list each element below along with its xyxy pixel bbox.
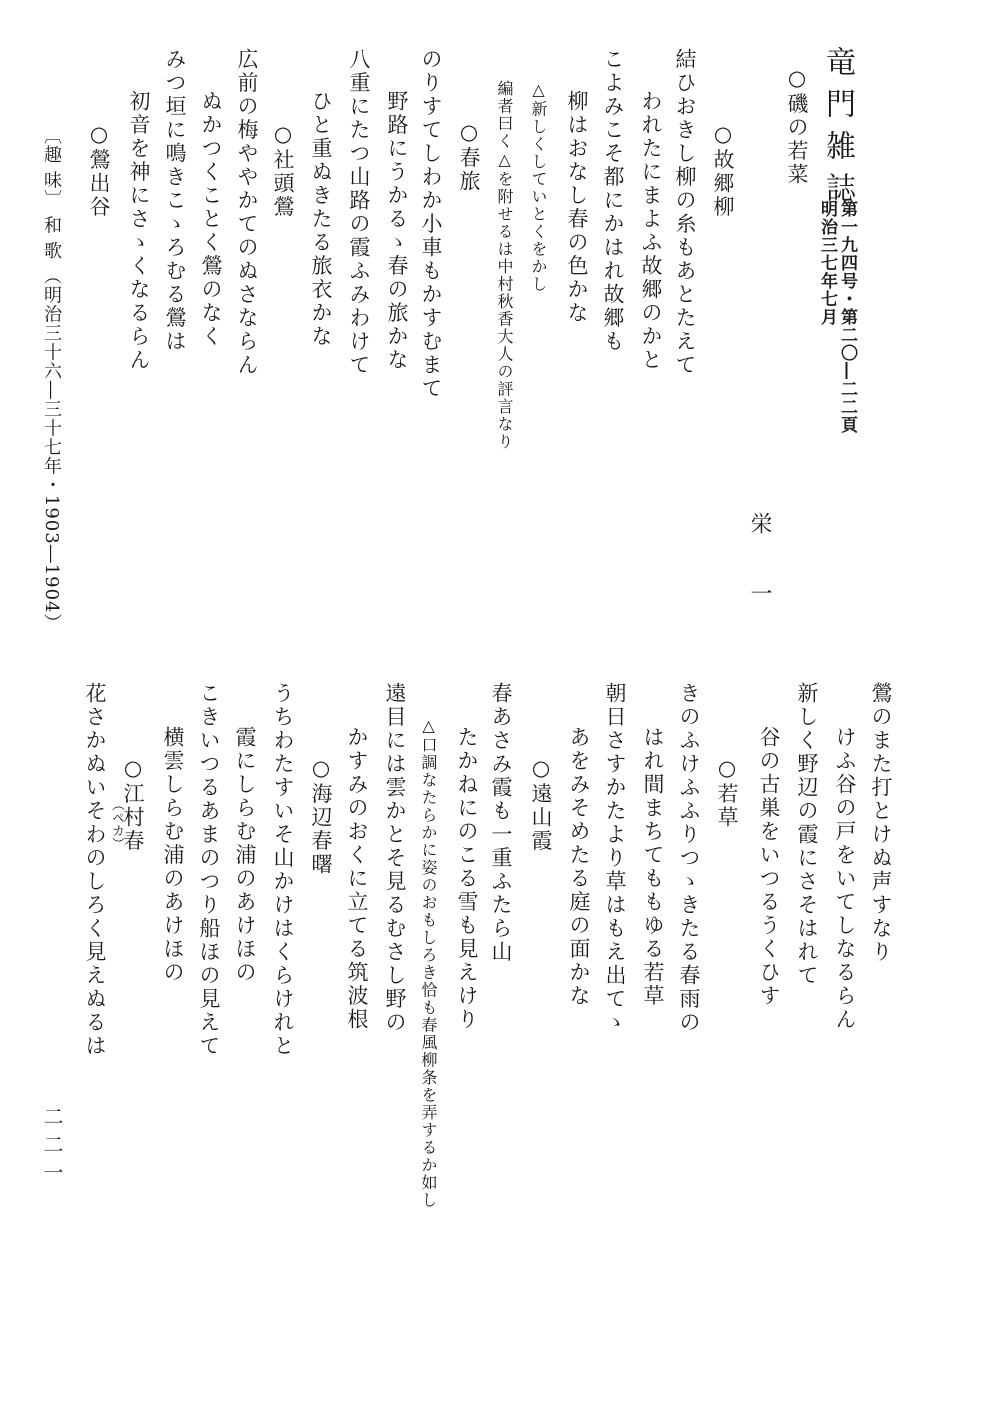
poem-topic: ○故郷柳 — [711, 122, 735, 219]
author-name: 栄一 — [747, 512, 772, 652]
editor-comment: △新しくしていとくをかし — [529, 80, 548, 293]
poem-topic: ○社頭鶯 — [271, 122, 295, 219]
poem-line: かすみのおくに立てる筑波根 — [345, 726, 369, 1032]
poem-line: 新しく野辺の霞にさそはれて — [795, 682, 819, 988]
poem-line: みつ垣に鳴きこゝろむる鶯は — [163, 48, 187, 354]
poem-line: 横雲しらむ浦のあけほの — [161, 726, 185, 985]
poem-line: 春あさみ霞も一重ふたら山 — [489, 682, 513, 964]
poem-line: 花さかぬいそわのしろく見えぬるは — [83, 682, 107, 1058]
ruby-annotation: （ペカ） — [109, 798, 124, 850]
poem-line: 朝日さすかたより草はもえ出てゝ — [603, 682, 627, 1035]
poem-line: 八重にたつ山路の霞ふみわけて — [347, 48, 371, 377]
poem-line: はれ間まちてももゆる若草 — [641, 726, 665, 1008]
poem-line: けふ谷の戸をいてしなるらん — [833, 726, 857, 1032]
editor-note: 編者曰く△を附せるは中村秋香大人の評言なり — [495, 80, 514, 451]
poem-line: ひと重ぬきたる旅衣かな — [309, 90, 333, 349]
issue-info: 第一九四号・第二〇―二二頁 — [837, 200, 857, 434]
poem-line: 結ひおきし柳の糸もあとたえて — [673, 48, 697, 377]
editor-comment: △口調なたらかに姿のおもしろき恰も春風柳条を弄するか如し — [419, 716, 438, 1209]
poem-line: 広前の梅ややかてのぬさならん — [235, 48, 259, 377]
running-head: 〔趣 味〕 和 歌 （明治三十六―三十七年・1903―1904） — [41, 126, 62, 633]
poem-line: 遠目には雲かとそ見るむさし野の — [383, 682, 407, 1035]
poem-line: こきいつるあまのつり船ほの見えて — [197, 682, 221, 1058]
poem-line: あをみそめたる庭の面かな — [567, 726, 591, 1008]
poem-topic: ○春旅 — [457, 120, 481, 194]
poem-topic: ○遠山霞 — [529, 756, 553, 853]
poem-line: 霞にしらむ浦のあけほの — [233, 726, 257, 985]
poem-topic: ○海辺春曙 — [309, 756, 333, 877]
poem-line: きのふけふふりつゝきたる春雨の — [677, 682, 701, 1035]
poem-topic: ○鶯出谷 — [87, 122, 111, 219]
poem-line: 谷の古巣をいつるうくひす — [757, 726, 781, 1008]
poem-line: 野路にうかるゝ春の旅かな — [385, 90, 409, 372]
poem-topic: ○若草 — [715, 756, 739, 830]
poem-line: 柳はおなし春の色かな — [565, 90, 589, 325]
poem-line: こよみこそ都にかはれ故郷も — [601, 48, 625, 354]
poem-line: 初音を神にさゝくなるらん — [127, 90, 151, 372]
poem-line: 鶯のまた打とけぬ声すなり — [869, 682, 893, 964]
poem-line: われたにまよふ故郷のかと — [639, 90, 663, 372]
poem-topic: ○江村春 — [121, 756, 145, 853]
poem-line: たかねにのこる雪も見えけり — [455, 726, 479, 1032]
poem-topic: ○磯の若菜 — [785, 66, 809, 187]
poem-line: ぬかつくことく鶯のなく — [199, 90, 223, 349]
poem-line: うちわたすいそ山かけはくらけれと — [271, 682, 295, 1058]
page-number: 二二一 — [40, 1106, 64, 1190]
journal-title: 竜門雑誌 — [820, 46, 855, 214]
issue-date: 明治三七年七月 — [817, 200, 837, 326]
poem-line: のりすてしわか小車もかすむまて — [419, 48, 443, 401]
